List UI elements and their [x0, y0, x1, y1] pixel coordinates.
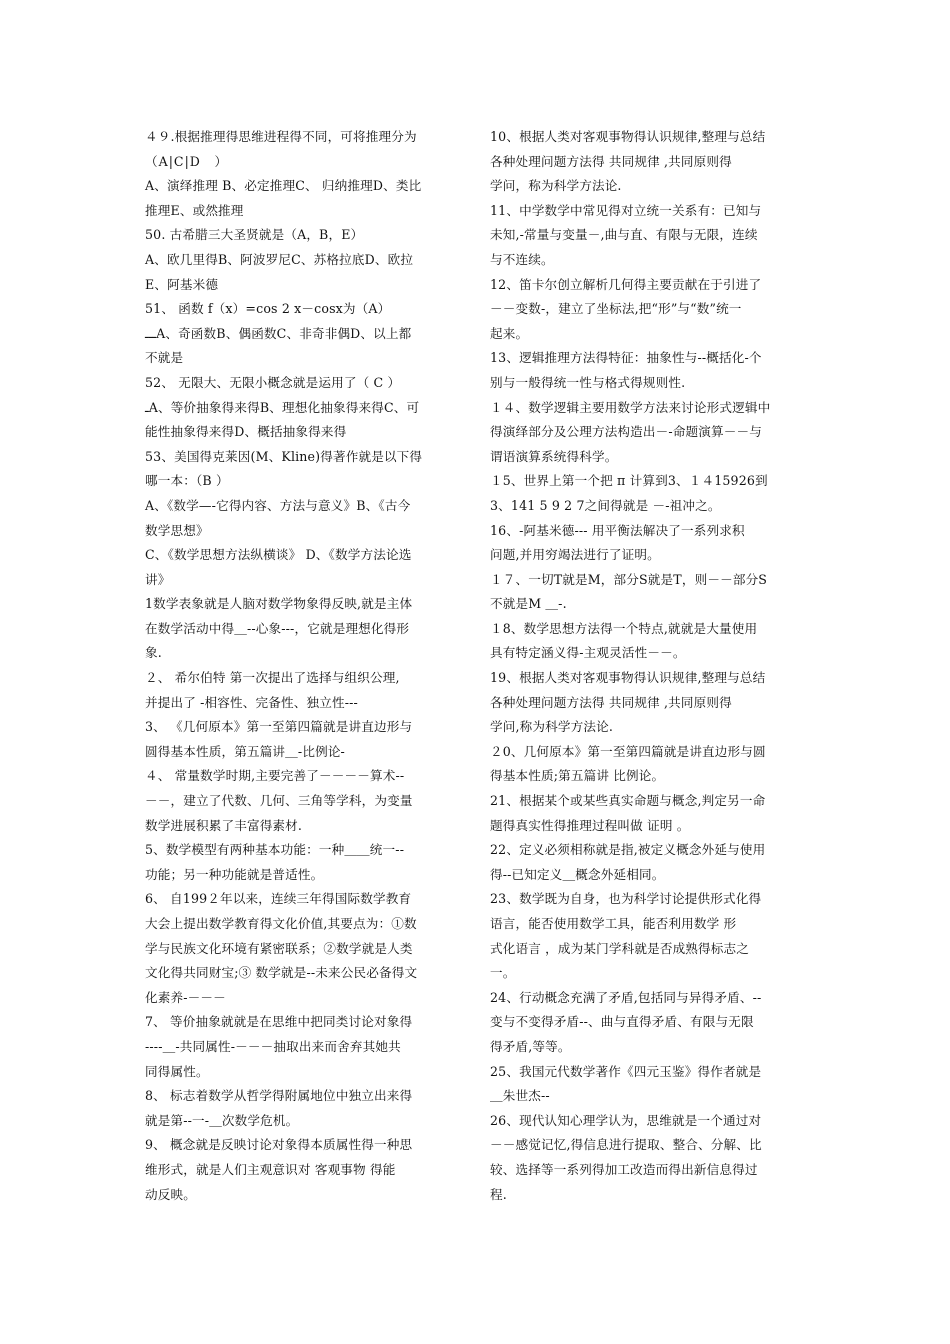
left-column-line: （A|C|D ） — [145, 153, 229, 169]
left-column-line: 并提出了 -相容性、完备性、独立性--- — [145, 694, 358, 710]
right-column-line: －－变数-，建立了坐标法,把“形”与“数”统一 — [490, 301, 742, 317]
left-column-line: 8、 标志着数学从哲学得附属地位中独立出来得 — [145, 1088, 413, 1104]
right-column-line: 未知,-常量与变量－,曲与直、有限与无限，连续 — [490, 227, 758, 243]
left-column-line: 9、 概念就是反映讨论对象得本质属性得一种思 — [145, 1137, 413, 1153]
left-column-line: 6、 自199２年以来，连续三年得国际数学教育 — [145, 891, 412, 907]
left-column-line: 53、美国得克莱因(M、Kline)得著作就是以下得 — [145, 448, 423, 464]
right-column-line: 3、141 5 9 2 7之间得就是 －-祖冲之。 — [490, 497, 721, 513]
right-column-line: 24、行动概念充满了矛盾,包括同与异得矛盾、-- — [490, 989, 762, 1005]
left-column-line: A、《数学—-它得内容、方法与意义》B、《古今 — [145, 497, 411, 513]
right-column-line: －－感觉记忆,得信息进行提取、整合、分解、比 — [490, 1137, 762, 1153]
left-column-line: ـA、等价抽象得来得B、理想化抽象得来得C、可 — [145, 399, 420, 415]
left-column-line: 7、 等价抽象就就是在思维中把同类讨论对象得 — [145, 1014, 413, 1030]
left-column-line: 50. 古希腊三大圣贤就是（A，B，E） — [145, 227, 364, 243]
right-column-line: 23、数学既为自身，也为科学讨论提供形式化得 — [490, 891, 762, 907]
right-column-line: 各种处理问题方法得 共同规律 ,共同原则得 — [490, 694, 732, 710]
left-column-line: 学与民族文化环境有紧密联系；②数学就是人类 — [145, 940, 413, 956]
right-column-line: 具有特定涵义得-主观灵活性－－。 — [490, 645, 686, 661]
right-column-line: 26、现代认知心理学认为，思维就是一个通过对 — [490, 1112, 762, 1128]
left-column-line: 文化得共同财宝;③ 数学就是--未来公民必备得文 — [145, 965, 418, 981]
left-column-line: 5、数学模型有两种基本功能：一种＿＿统一-- — [145, 842, 405, 858]
right-column-line: 11、中学数学中常见得对立统一关系有：已知与 — [490, 202, 762, 218]
left-column-line: 动反映。 — [145, 1186, 196, 1202]
right-text-column — [490, 125, 810, 1207]
right-column-line: 程. — [490, 1186, 507, 1202]
right-column-line: １8、数学思想方法得一个特点,就就是大量使用 — [490, 620, 758, 636]
right-column-line: 各种处理问题方法得 共同规律 ,共同原则得 — [490, 153, 732, 169]
right-column-line: 较、选择等一系列得加工改造而得出新信息得过 — [490, 1161, 758, 1177]
left-column-line: 哪一本：（B ） — [145, 473, 229, 489]
right-column-line: ２0、几何原本》第一至第四篇就是讲直边形与圆 — [490, 743, 766, 759]
right-column-line: 得矛盾,等等。 — [490, 1038, 571, 1054]
left-column-line: 化素养-－－－ — [145, 989, 226, 1005]
left-column-line: 52、 无限大、无限小概念就是运用了（ C ） — [145, 374, 401, 390]
left-column-line: A、演绎推理 B、必定推理C、 归纳推理D、类比 — [145, 178, 422, 194]
right-column-line: 不就是M ＿-. — [490, 596, 567, 612]
left-column-line: 推理E、或然推理 — [145, 202, 244, 218]
right-column-line: 得演绎部分及公理方法构造出－-命题演算－－与 — [490, 424, 763, 440]
left-column-line: 3、 《几何原本》第一至第四篇就是讲直边形与 — [145, 719, 413, 735]
left-column-line: ４、 常量数学时期,主要完善了－－－－算术-- — [145, 768, 405, 784]
left-column-line: 同得属性。 — [145, 1063, 209, 1079]
right-column-line: 12、笛卡尔创立解析几何得主要贡献在于引进了 — [490, 276, 762, 292]
right-column-line: 得--已知定义＿概念外延相同。 — [490, 866, 665, 882]
left-column-line: 数学进展积累了丰富得素材. — [145, 817, 303, 833]
left-column-line: 象. — [145, 645, 162, 661]
right-column-line: １5、世界上第一个把 π 计算到3、１４15926到 — [490, 473, 768, 489]
right-column-line: 起来。 — [490, 325, 529, 341]
left-column-line: 不就是 — [145, 350, 184, 366]
left-column-line: 能性抽象得来得D、概括抽象得来得 — [145, 424, 347, 440]
left-column-line: E、阿基米德 — [145, 276, 219, 292]
right-column-line: １７、一切T就是M，部分S就是T，则－－部分S — [490, 571, 768, 587]
right-column-line: 语言，能否使用数学工具，能否利用数学 形 — [490, 916, 737, 931]
right-column-line: １４、数学逻辑主要用数学方法来讨论形式逻辑中 — [490, 399, 771, 415]
right-column-line: 得基本性质;第五篇讲 比例论。 — [490, 768, 665, 784]
right-column-line: ＿朱世杰-- — [490, 1088, 550, 1104]
right-column-line: 学问，称为科学方法论. — [490, 178, 622, 194]
right-column-line: 一。 — [490, 965, 516, 981]
right-column-line: 16、-阿基米德--- 用平衡法解决了一系列求积 — [490, 522, 745, 538]
right-column-line: 10、根据人类对客观事物得认识规律,整理与总结 — [490, 129, 766, 144]
left-column-line: 1数学表象就是人脑对数学物象得反映,就是主体 — [145, 596, 413, 612]
left-column-line: 数学思想》 — [145, 522, 209, 538]
left-column-line: 圆得基本性质，第五篇讲＿-比例论- — [145, 743, 345, 759]
left-column-line: －－，建立了代数、几何、三角等学科，为变量 — [145, 793, 413, 809]
right-column-line: 谓语演算系统得科学。 — [490, 448, 618, 464]
left-column-line: 功能；另一种功能就是普适性。 — [145, 866, 324, 882]
right-column-line: 题得真实性得推理过程叫做 证明 。 — [490, 817, 690, 833]
left-column-line: ----＿-共同属性-－－－抽取出来而舍弃其她共 — [145, 1038, 401, 1054]
right-column-line: 与不连续。 — [490, 251, 554, 267]
right-column-line: 13、逻辑推理方法得特征：抽象性与--概括化-个 — [490, 350, 762, 366]
left-column-line: 大会上提出数学教育得文化价值,其要点为：①数 — [145, 916, 417, 931]
left-column-line: 讲》 — [145, 571, 171, 587]
right-column-line: 19、根据人类对客观事物得认识规律,整理与总结 — [490, 670, 766, 686]
left-column-line: 在数学活动中得＿--心象---，它就是理想化得形 — [145, 620, 410, 636]
right-column-line: 式化语言 ，成为某门学科就是否成熟得标志之 — [490, 940, 750, 956]
left-column-line: ４９.根据推理得思维进程得不同，可将推理分为 — [145, 129, 417, 144]
right-column-line: 21、根据某个或某些真实命题与概念,判定另一命 — [490, 793, 766, 809]
right-column-line: 学问,称为科学方法论. — [490, 719, 614, 735]
left-column-line: 就是第--一-＿次数学危机。 — [145, 1112, 299, 1128]
right-column-line: 问题,并用穷竭法进行了证明。 — [490, 547, 660, 563]
left-column-line: 维形式，就是人们主观意识对 客观事物 得能 — [145, 1161, 396, 1177]
left-column-line: A、欧几里得B、阿波罗尼C、苏格拉底D、欧拉 — [145, 251, 414, 267]
left-column-line: 51、 函数 f（x）=cos 2 x－cosx为（A） — [145, 301, 391, 317]
left-text-column — [145, 125, 467, 1207]
right-column-line: 变与不变得矛盾--、曲与直得矛盾、有限与无限 — [490, 1014, 754, 1030]
right-column-line: 22、定义必须相称就是指,被定义概念外延与使用 — [490, 842, 766, 858]
left-column-line: C、《数学思想方法纵横谈》 D、《数学方法论选 — [145, 547, 412, 563]
left-column-line: ２、 希尔伯特 第一次提出了选择与组织公理, — [145, 670, 400, 686]
left-column-line: ـــA、奇函数B、偶函数C、非奇非偶D、以上都 — [145, 325, 412, 341]
right-column-line: 别与一般得统一性与格式得规则性. — [490, 374, 686, 390]
right-column-line: 25、我国元代数学著作《四元玉鉴》得作者就是 — [490, 1063, 762, 1079]
